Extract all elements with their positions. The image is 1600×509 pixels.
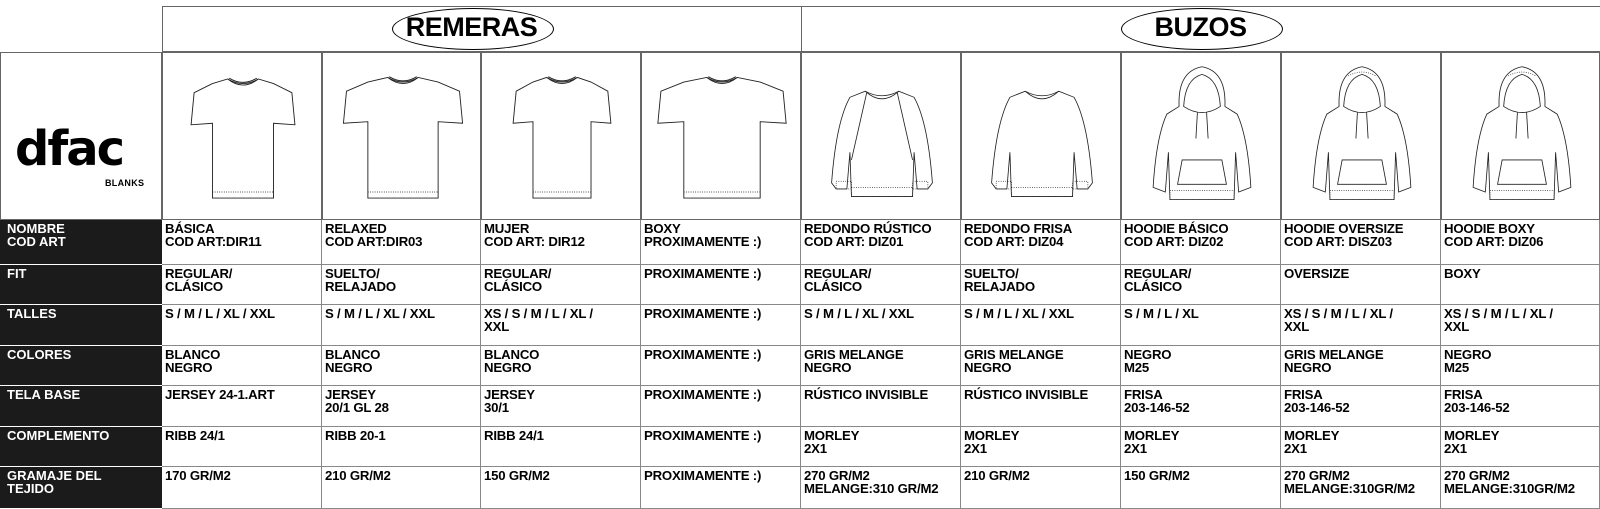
table-cell: BLANCO NEGRO — [162, 346, 322, 386]
table-cell: 150 GR/M2 — [1121, 467, 1281, 509]
table-cell: MORLEY 2X1 — [1281, 427, 1441, 467]
table-cell: 210 GR/M2 — [322, 467, 481, 509]
row-label: GRAMAJE DEL TEJIDO — [0, 467, 162, 509]
table-cell: HOODIE OVERSIZE COD ART: DISZ03 — [1281, 220, 1441, 265]
table-cell: JERSEY 20/1 GL 28 — [322, 386, 481, 427]
table-cell: FRISA 203-146-52 — [1121, 386, 1281, 427]
table-cell: REGULAR/ CLÁSICO — [801, 265, 961, 305]
product-image-cell — [641, 52, 801, 220]
table-cell: REGULAR/ CLÁSICO — [481, 265, 641, 305]
table-cell: PROXIMAMENTE :) — [641, 467, 801, 509]
table-cell: 150 GR/M2 — [481, 467, 641, 509]
table-cell: BOXY PROXIMAMENTE :) — [641, 220, 801, 265]
product-image-cell — [481, 52, 641, 220]
table-cell: SUELTO/ RELAJADO — [322, 265, 481, 305]
logo-subtitle: BLANKS — [105, 178, 145, 188]
table-cell: BLANCO NEGRO — [322, 346, 481, 386]
table-cell: S / M / L / XL — [1121, 305, 1281, 346]
table-cell: FRISA 203-146-52 — [1441, 386, 1600, 427]
table-cell: REGULAR/ CLÁSICO — [1121, 265, 1281, 305]
table-cell: S / M / L / XL / XXL — [801, 305, 961, 346]
table-cell: SUELTO/ RELAJADO — [961, 265, 1121, 305]
row-label: COLORES — [0, 346, 162, 386]
table-cell: HOODIE BOXY COD ART: DIZ06 — [1441, 220, 1600, 265]
table-cell: NEGRO M25 — [1441, 346, 1600, 386]
brand-logo — [0, 52, 162, 220]
table-cell: MORLEY 2X1 — [1441, 427, 1600, 467]
table-cell: PROXIMAMENTE :) — [641, 427, 801, 467]
table-cell: MORLEY 2X1 — [1121, 427, 1281, 467]
table-cell: RIBB 20-1 — [322, 427, 481, 467]
table-cell: BOXY — [1441, 265, 1600, 305]
table-cell: PROXIMAMENTE :) — [641, 386, 801, 427]
table-cell: MUJER COD ART: DIR12 — [481, 220, 641, 265]
row-label: TELA BASE — [0, 386, 162, 427]
table-cell: 170 GR/M2 — [162, 467, 322, 509]
table-cell: MORLEY 2X1 — [801, 427, 961, 467]
row-label: TALLES — [0, 305, 162, 346]
table-cell: BLANCO NEGRO — [481, 346, 641, 386]
table-cell: S / M / L / XL / XXL — [322, 305, 481, 346]
table-cell: JERSEY 30/1 — [481, 386, 641, 427]
row-label: FIT — [0, 265, 162, 305]
product-image-cell — [801, 52, 961, 220]
table-cell: S / M / L / XL / XXL — [162, 305, 322, 346]
table-cell: REGULAR/ CLÁSICO — [162, 265, 322, 305]
table-cell: XS / S / M / L / XL / XXL — [1281, 305, 1441, 346]
table-cell: XS / S / M / L / XL / XXL — [1441, 305, 1600, 346]
table-cell: S / M / L / XL / XXL — [961, 305, 1121, 346]
product-image-cell — [1441, 52, 1600, 220]
table-cell: FRISA 203-146-52 — [1281, 386, 1441, 427]
table-cell: 270 GR/M2 MELANGE:310GR/M2 — [1441, 467, 1600, 509]
table-cell: 270 GR/M2 MELANGE:310GR/M2 — [1281, 467, 1441, 509]
table-cell: OVERSIZE — [1281, 265, 1441, 305]
logo-wordmark: dfac — [15, 121, 124, 177]
product-image-cell — [322, 52, 481, 220]
table-cell: PROXIMAMENTE :) — [641, 346, 801, 386]
table-cell: RIBB 24/1 — [481, 427, 641, 467]
row-label: NOMBRE COD ART — [0, 220, 162, 265]
table-cell: PROXIMAMENTE :) — [641, 265, 801, 305]
group-title: REMERAS — [405, 12, 538, 42]
table-cell: HOODIE BÁSICO COD ART: DIZ02 — [1121, 220, 1281, 265]
table-cell: REDONDO FRISA COD ART: DIZ04 — [961, 220, 1121, 265]
table-cell: RÚSTICO INVISIBLE — [961, 386, 1121, 427]
table-cell: XS / S / M / L / XL / XXL — [481, 305, 641, 346]
table-cell: NEGRO M25 — [1121, 346, 1281, 386]
product-image-cell — [961, 52, 1121, 220]
table-cell: REDONDO RÚSTICO COD ART: DIZ01 — [801, 220, 961, 265]
table-cell: GRIS MELANGE NEGRO — [1281, 346, 1441, 386]
table-cell: 270 GR/M2 MELANGE:310 GR/M2 — [801, 467, 961, 509]
group-title: BUZOS — [1154, 12, 1247, 42]
product-image-cell — [1281, 52, 1441, 220]
table-cell: JERSEY 24-1.ART — [162, 386, 322, 427]
table-cell: MORLEY 2X1 — [961, 427, 1121, 467]
table-cell: RIBB 24/1 — [162, 427, 322, 467]
row-label: COMPLEMENTO — [0, 427, 162, 467]
table-cell: BÁSICA COD ART:DIR11 — [162, 220, 322, 265]
table-cell: RÚSTICO INVISIBLE — [801, 386, 961, 427]
product-image-cell — [1121, 52, 1281, 220]
table-cell: RELAXED COD ART:DIR03 — [322, 220, 481, 265]
table-cell: GRIS MELANGE NEGRO — [961, 346, 1121, 386]
product-image-cell — [162, 52, 322, 220]
table-cell: GRIS MELANGE NEGRO — [801, 346, 961, 386]
table-cell: 210 GR/M2 — [961, 467, 1121, 509]
table-cell: PROXIMAMENTE :) — [641, 305, 801, 346]
